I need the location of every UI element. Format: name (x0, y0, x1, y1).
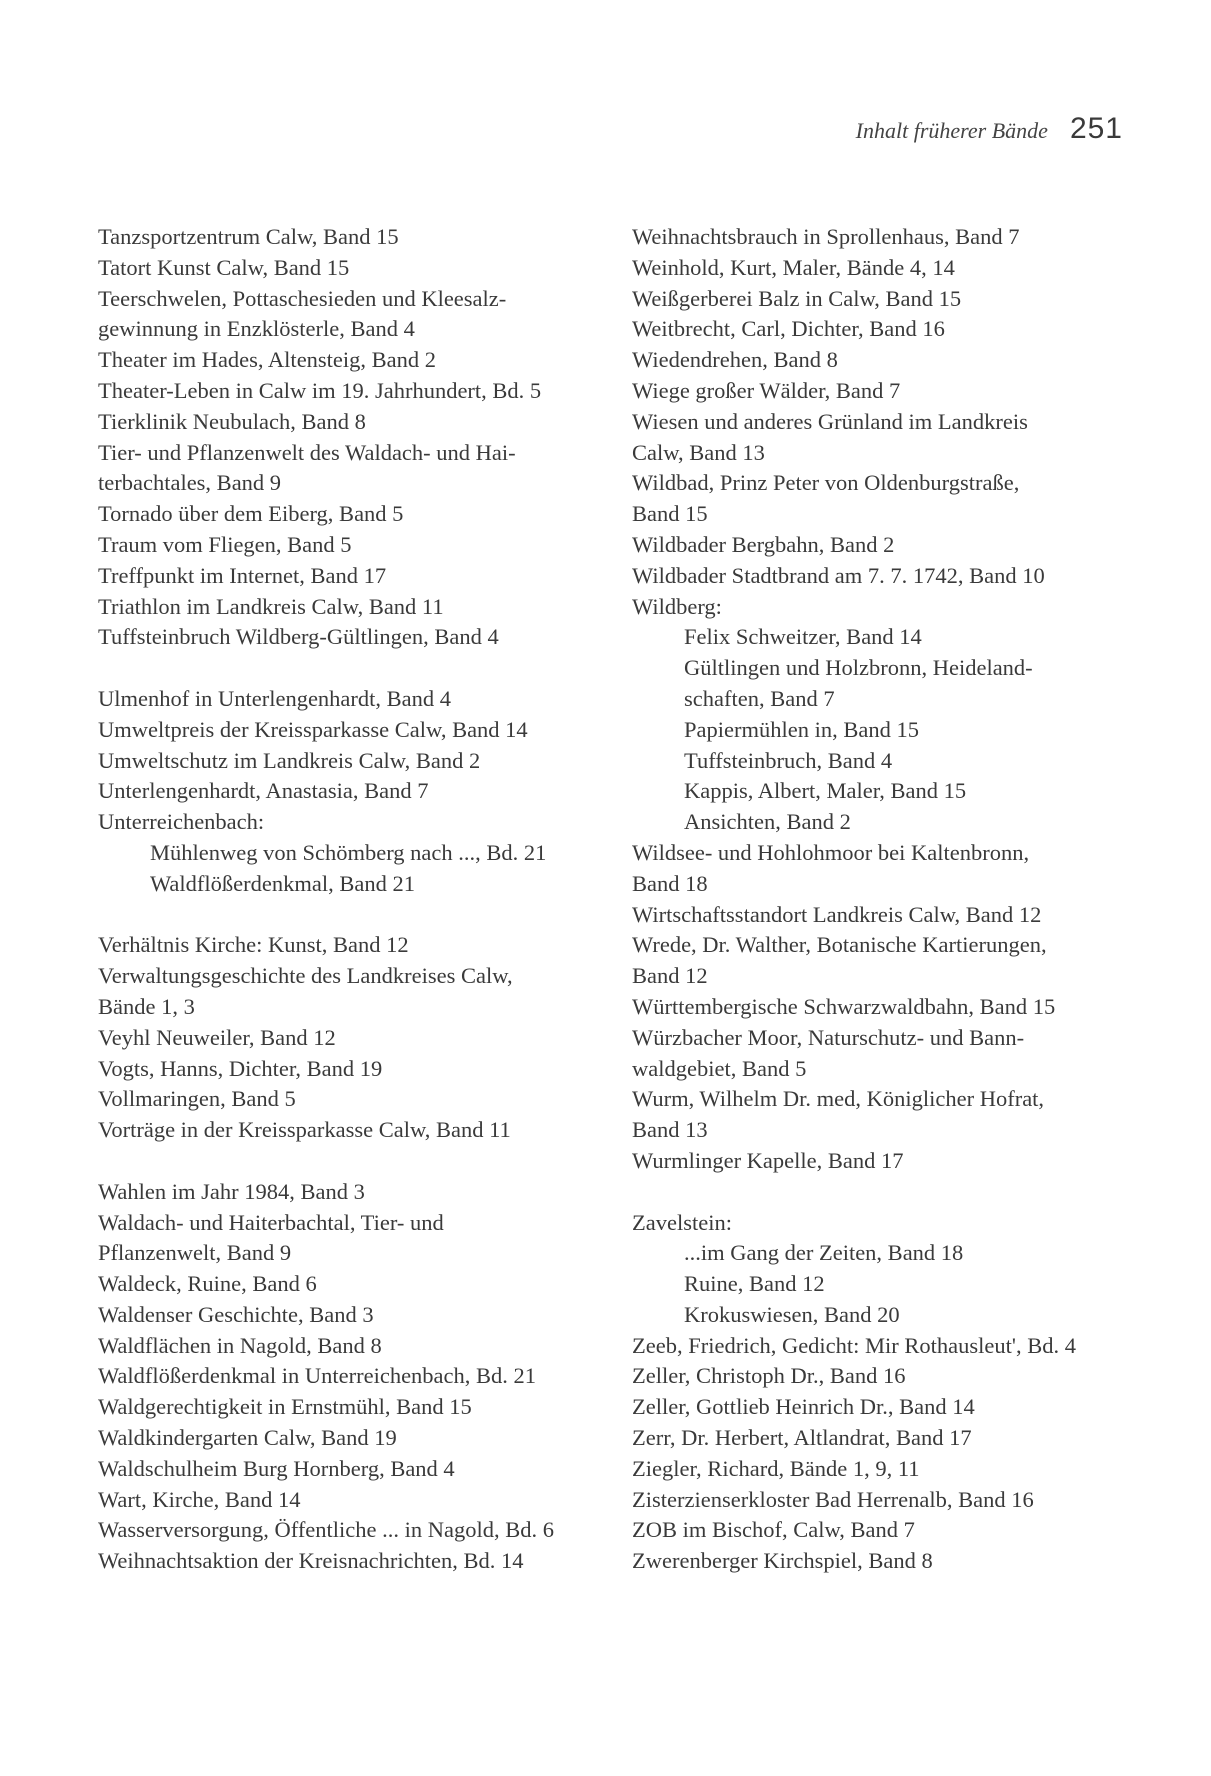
index-entry: Wiesen und anderes Grünland im Landkreis (632, 408, 1028, 434)
index-subentry: Gültlingen und Holzbronn, Heideland- (684, 655, 1033, 681)
index-subentry: Krokuswiesen, Band 20 (684, 1301, 900, 1327)
index-entry: Weitbrecht, Carl, Dichter, Band 16 (632, 316, 945, 342)
index-entry: Ziegler, Richard, Bände 1, 9, 11 (632, 1455, 920, 1481)
index-entry: Tanzsportzentrum Calw, Band 15 (98, 224, 399, 249)
index-entry: Treffpunkt im Internet, Band 17 (98, 562, 387, 588)
index-entry: Teerschwelen, Pottaschesieden und Kleesalz- (98, 285, 507, 311)
section-gap (98, 1146, 618, 1177)
index-subentry: Ansichten, Band 2 (684, 809, 851, 835)
index-entry: Weihnachtsbrauch in Sprollenhaus, Band 7 (632, 224, 1020, 249)
section-gap (632, 1177, 1152, 1208)
index-entry: Tatort Kunst Calw, Band 15 (98, 254, 350, 280)
index-entry: Weinhold, Kurt, Maler, Bände 4, 14 (632, 254, 955, 280)
index-entry: Band 15 (632, 501, 708, 527)
index-entry: Triathlon im Landkreis Calw, Band 11 (98, 593, 444, 619)
index-subentry: schaften, Band 7 (684, 685, 835, 711)
index-entry: Veyhl Neuweiler, Band 12 (98, 1024, 336, 1050)
index-entry: Pflanzenwelt, Band 9 (98, 1240, 292, 1266)
section-gap (98, 900, 618, 931)
index-entry: Wildbad, Prinz Peter von Oldenburgstraße, (632, 470, 1020, 496)
index-subentry: Waldflößerdenkmal, Band 21 (150, 870, 415, 896)
index-entry: Zeller, Christoph Dr., Band 16 (632, 1363, 906, 1389)
index-entry: gewinnung in Enzklösterle, Band 4 (98, 316, 415, 342)
running-head (856, 112, 1123, 146)
index-entry: Ulmenhof in Unterlengenhardt, Band 4 (98, 685, 452, 711)
index-entry: Traum vom Fliegen, Band 5 (98, 531, 352, 557)
index-entry: Wasserversorgung, Öffentliche ... in Nagold, Bd. 6 (98, 1517, 555, 1543)
index-entry: Waldflächen in Nagold, Band 8 (98, 1332, 382, 1358)
index-entry: Wiege großer Wälder, Band 7 (632, 377, 901, 403)
index-subentry: Ruine, Band 12 (684, 1271, 825, 1297)
index-column-left (98, 222, 618, 1577)
index-entry: Wurmlinger Kapelle, Band 17 (632, 1147, 904, 1173)
index-subentry: Papiermühlen in, Band 15 (684, 716, 919, 742)
page-number: 251 (1069, 112, 1123, 145)
index-entry: Band 12 (632, 963, 708, 989)
index-entry: Wildbader Bergbahn, Band 2 (632, 531, 895, 557)
index-entry: Wurm, Wilhelm Dr. med, Königlicher Hofrat, (632, 1086, 1045, 1112)
index-entry: waldgebiet, Band 5 (632, 1055, 807, 1081)
index-entry: Vollmaringen, Band 5 (98, 1086, 296, 1112)
index-entry: Tierklinik Neubulach, Band 8 (98, 408, 366, 434)
index-entry: Zisterzienserkloster Bad Herrenalb, Band 16 (632, 1486, 1034, 1512)
index-column-right (632, 222, 1152, 1577)
index-entry: Waldeck, Ruine, Band 6 (98, 1271, 317, 1297)
index-entry: Wrede, Dr. Walther, Botanische Kartierungen, (632, 932, 1047, 958)
index-entry: Theater im Hades, Altensteig, Band 2 (98, 347, 437, 373)
index-entry: Zwerenberger Kirchspiel, Band 8 (632, 1548, 933, 1574)
index-entry: Waldflößerdenkmal in Unterreichenbach, Bd. 21 (98, 1363, 537, 1389)
index-entry: Theater-Leben in Calw im 19. Jahrhundert, Bd. 5 (98, 377, 542, 403)
index-entry: Zeeb, Friedrich, Gedicht: Mir Rothausleut', Bd. 4 (632, 1332, 1076, 1358)
index-entry: Württembergische Schwarzwaldbahn, Band 15 (632, 993, 1056, 1019)
index-entry: Weißgerberei Balz in Calw, Band 15 (632, 285, 962, 311)
index-entry: Waldkindergarten Calw, Band 19 (98, 1425, 397, 1451)
index-entry: Umweltschutz im Landkreis Calw, Band 2 (98, 747, 481, 773)
index-subentry: Felix Schweitzer, Band 14 (684, 624, 922, 650)
index-subentry: Kappis, Albert, Maler, Band 15 (684, 778, 967, 804)
index-subentry: ...im Gang der Zeiten, Band 18 (684, 1240, 964, 1266)
index-entry: Wirtschaftsstandort Landkreis Calw, Band 12 (632, 901, 1042, 927)
index-entry: Wiedendrehen, Band 8 (632, 347, 838, 373)
index-subentry: Tuffsteinbruch, Band 4 (684, 747, 893, 773)
index-entry: Weihnachtsaktion der Kreisnachrichten, Bd. 14 (98, 1548, 524, 1574)
section-gap (98, 653, 618, 684)
index-entry: Vorträge in der Kreissparkasse Calw, Band 11 (98, 1117, 511, 1143)
index-entry: Waldschulheim Burg Hornberg, Band 4 (98, 1455, 455, 1481)
index-entry: Tornado über dem Eiberg, Band 5 (98, 501, 404, 527)
index-entry: Wahlen im Jahr 1984, Band 3 (98, 1178, 365, 1204)
index-entry: Würzbacher Moor, Naturschutz- und Bann- (632, 1024, 1025, 1050)
index-entry: Band 13 (632, 1117, 708, 1143)
index-entry: Verwaltungsgeschichte des Landkreises Calw, (98, 963, 513, 989)
index-entry: Waldenser Geschichte, Band 3 (98, 1301, 374, 1327)
index-entry: Band 18 (632, 870, 708, 896)
index-entry: Calw, Band 13 (632, 439, 765, 465)
index-entry: Umweltpreis der Kreissparkasse Calw, Band 14 (98, 716, 528, 742)
index-entry: Tuffsteinbruch Wildberg-Gültlingen, Band 4 (98, 624, 499, 650)
running-head-title: Inhalt früherer Bände (855, 118, 1048, 143)
index-entry: Waldach- und Haiterbachtal, Tier- und (98, 1209, 444, 1235)
index-entry: Wildsee- und Hohlohmoor bei Kaltenbronn, (632, 839, 1030, 865)
index-entry: ZOB im Bischof, Calw, Band 7 (632, 1517, 915, 1543)
index-subentry: Mühlenweg von Schömberg nach ..., Bd. 21 (150, 839, 547, 865)
index-entry: Unterlengenhardt, Anastasia, Band 7 (98, 778, 429, 804)
index-entry: Verhältnis Kirche: Kunst, Band 12 (98, 932, 409, 958)
index-entry: Tier- und Pflanzenwelt des Waldach- und Hai- (98, 439, 516, 465)
index-entry: Zerr, Dr. Herbert, Altlandrat, Band 17 (632, 1425, 972, 1451)
index-entry: Unterreichenbach: (98, 809, 265, 835)
index-entry: Wildberg: (632, 593, 722, 619)
index-entry: Zeller, Gottlieb Heinrich Dr., Band 14 (632, 1394, 975, 1420)
index-entry: Zavelstein: (632, 1209, 732, 1235)
index-entry: Wildbader Stadtbrand am 7. 7. 1742, Band 10 (632, 562, 1045, 588)
index-entry: terbachtales, Band 9 (98, 470, 282, 496)
index-entry: Wart, Kirche, Band 14 (98, 1486, 301, 1512)
index-entry: Bände 1, 3 (98, 993, 195, 1019)
index-entry: Waldgerechtigkeit in Ernstmühl, Band 15 (98, 1394, 472, 1420)
index-entry: Vogts, Hanns, Dichter, Band 19 (98, 1055, 383, 1081)
